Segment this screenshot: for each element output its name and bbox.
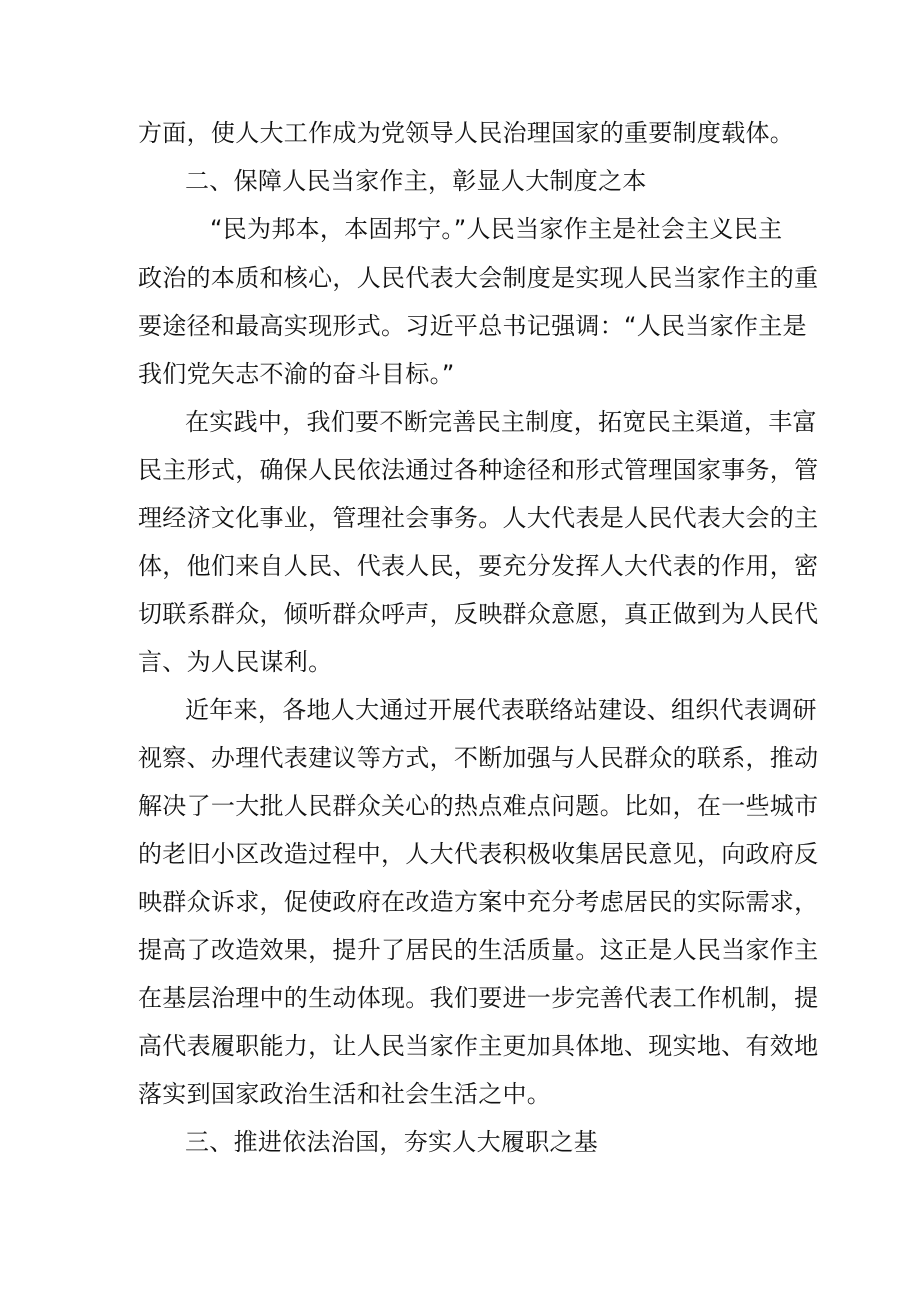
paragraph-line: 我们党矢志不渝的奋斗目标。” [138,360,455,388]
paragraph-line: 提高了改造效果，提升了居民的生活质量。这正是人民当家作主 [138,936,819,964]
paragraph-line: 在基层治理中的生动体现。我们要进一步完善代表工作机制，提 [138,984,819,1012]
paragraph-line: 高代表履职能力，让人民当家作主更加具体地、现实地、有效地 [138,1032,819,1060]
paragraph-line: “民为邦本，本固邦宁。”人民当家作主是社会主义民主 [210,215,783,243]
paragraph-line: 映群众诉求，促使政府在改造方案中充分考虑居民的实际需求， [138,888,819,916]
paragraph-line: 民主形式，确保人民依法通过各种途径和形式管理国家事务，管 [138,456,819,484]
paragraph-line: 言、为人民谋利。 [138,648,333,676]
paragraph-line: 体，他们来自人民、代表人民，要充分发挥人大代表的作用，密 [138,552,819,580]
paragraph-line: 要途径和最高实现形式。习近平总书记强调：“人民当家作主是 [138,312,807,340]
section-heading-3: 三、推进依法治国，夯实人大履职之基 [185,1128,599,1156]
paragraph-line: 切联系群众，倾听群众呼声，反映群众意愿，真正做到为人民代 [138,600,819,628]
paragraph-line: 方面，使人大工作成为党领导人民治理国家的重要制度载体。 [138,119,795,147]
paragraph-line: 的老旧小区改造过程中，人大代表积极收集居民意见，向政府反 [138,840,819,868]
section-heading-2: 二、保障人民当家作主，彰显人大制度之本 [185,167,647,195]
paragraph-line: 落实到国家政治生活和社会生活之中。 [138,1080,552,1108]
paragraph-line: 理经济文化事业，管理社会事务。人大代表是人民代表大会的主 [138,504,819,532]
paragraph-line: 解决了一大批人民群众关心的热点难点问题。比如，在一些城市 [138,792,819,820]
paragraph-line: 在实践中，我们要不断完善民主制度，拓宽民主渠道，丰富 [185,408,817,436]
paragraph-line: 政治的本质和核心，人民代表大会制度是实现人民当家作主的重 [138,264,819,292]
paragraph-line: 近年来，各地人大通过开展代表联络站建设、组织代表调研 [185,696,817,724]
paragraph-line: 视察、办理代表建议等方式，不断加强与人民群众的联系，推动 [138,744,819,772]
